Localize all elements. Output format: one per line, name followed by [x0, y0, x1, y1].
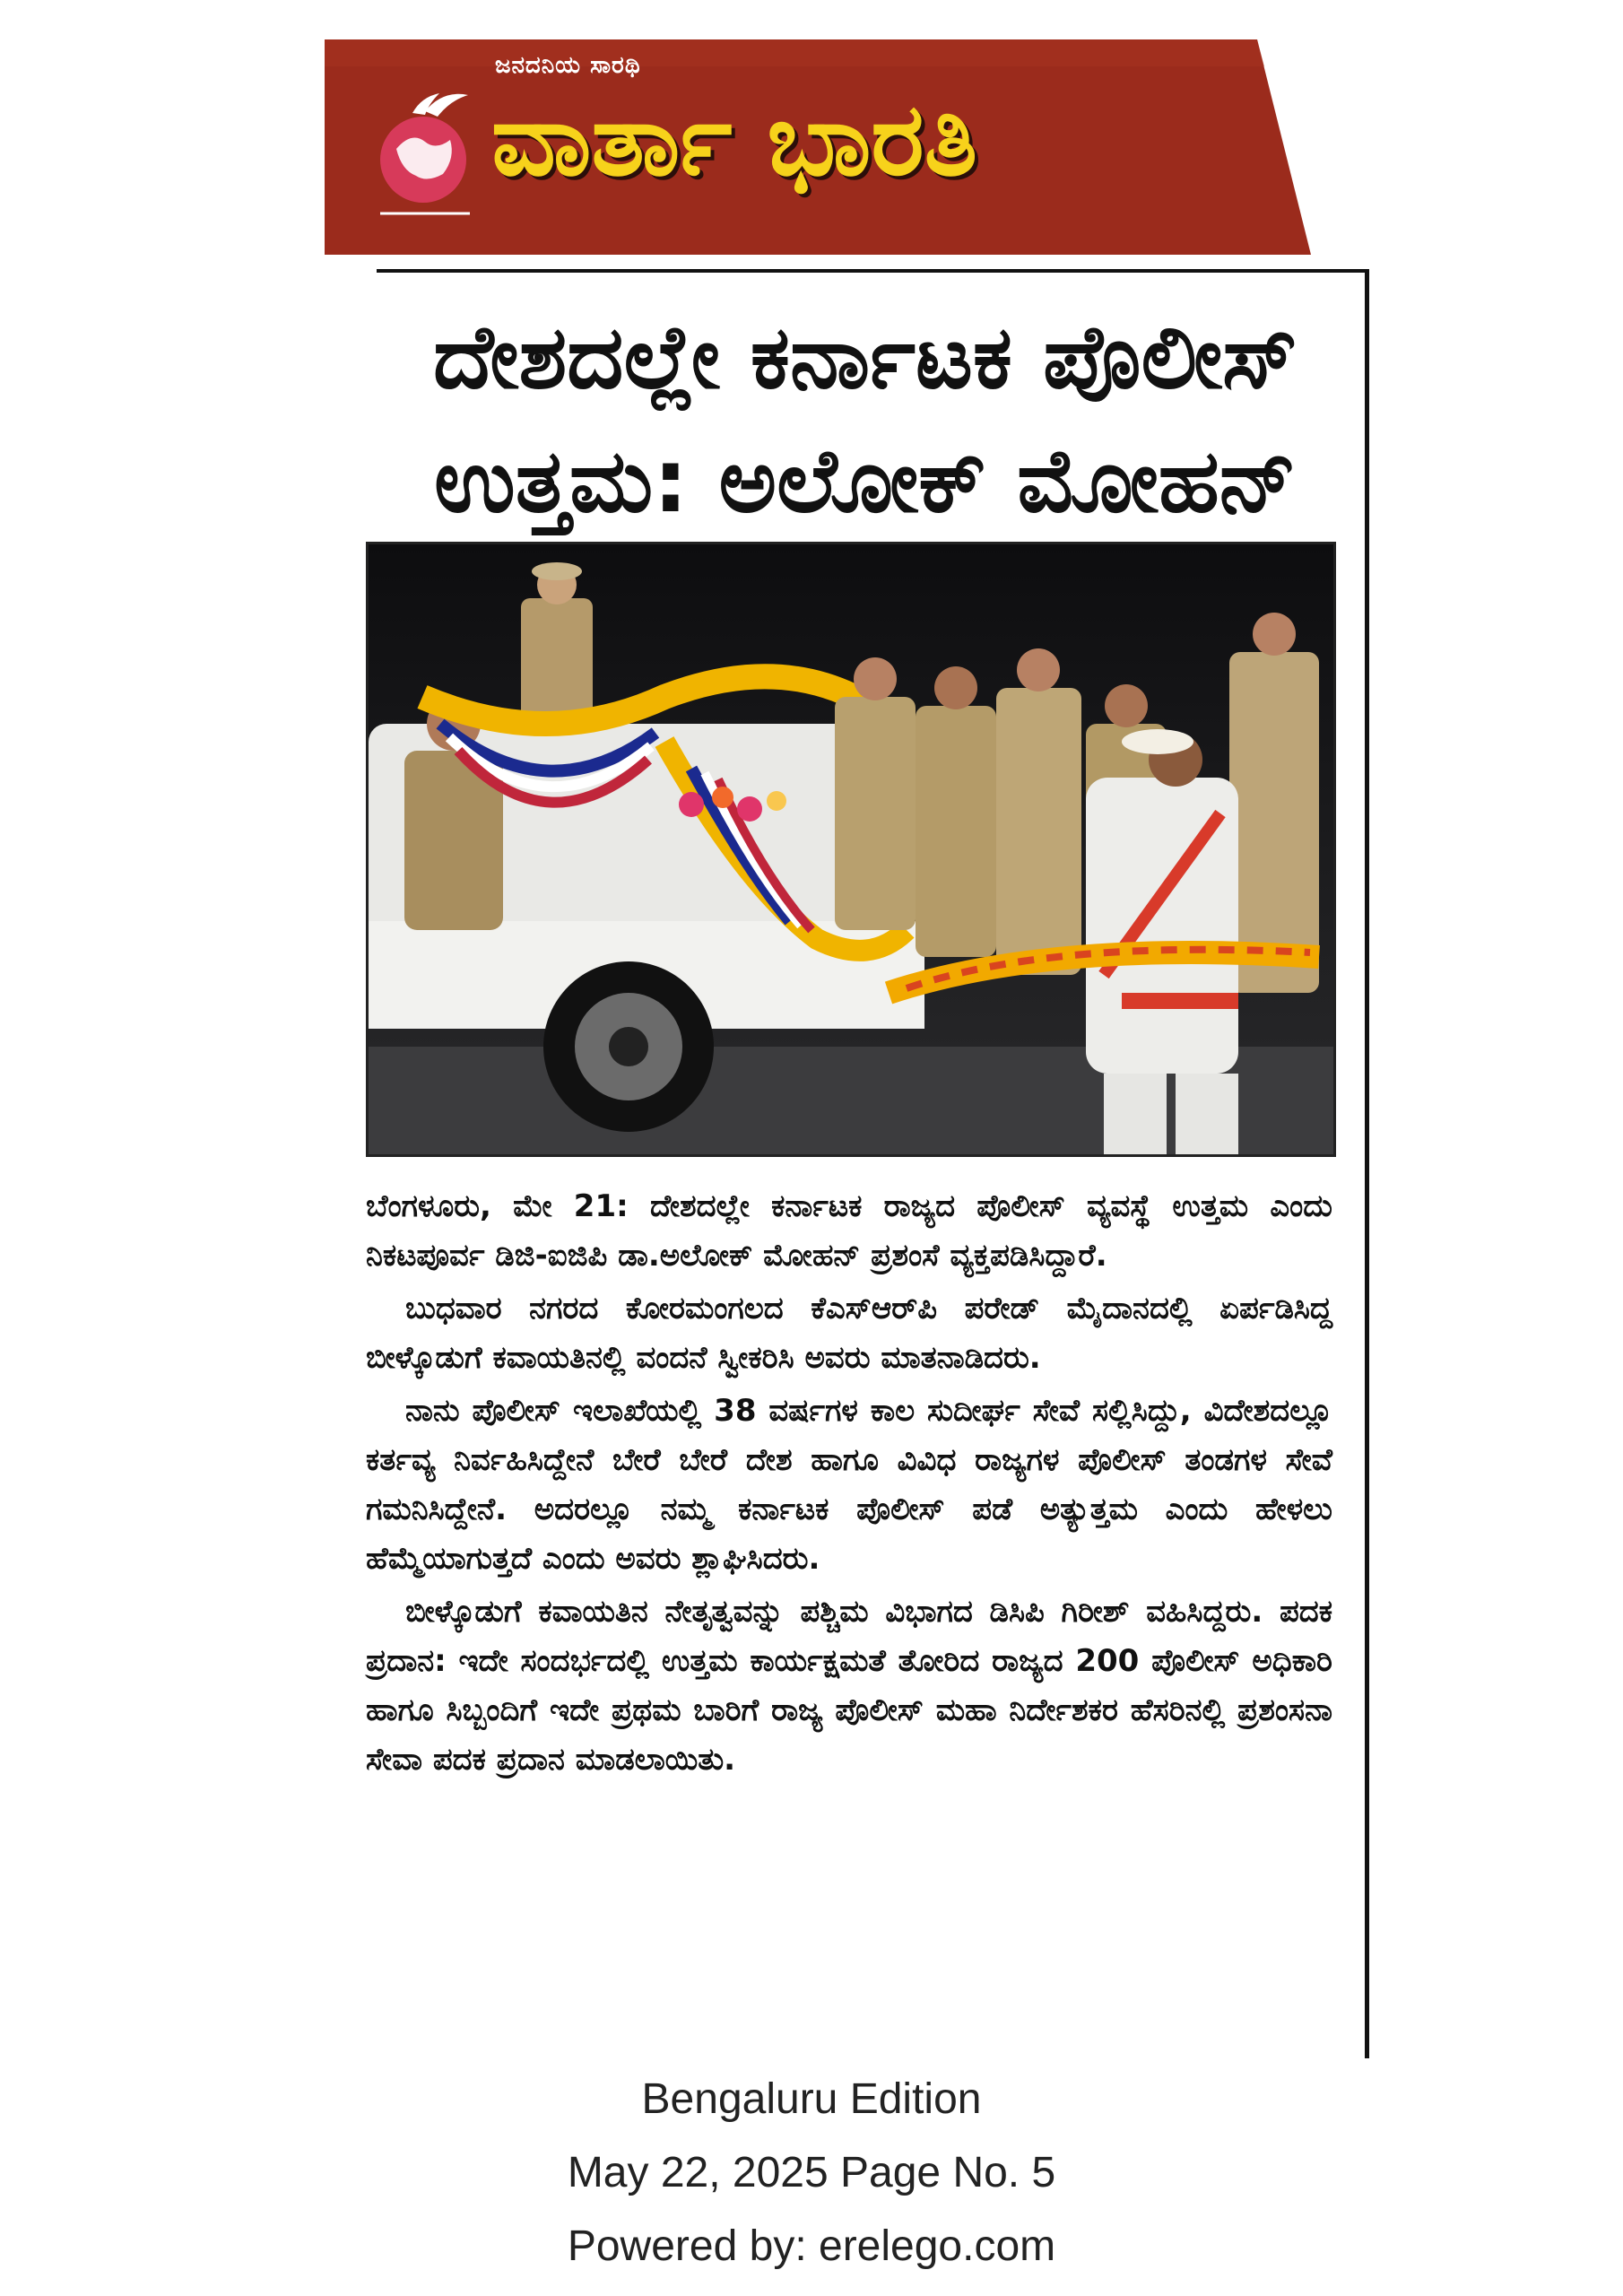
paragraph-1-text: ದೇಶದಲ್ಲೇ ಕರ್ನಾಟಕ ರಾಜ್ಯದ ಪೊಲೀಸ್ ವ್ಯವಸ್ಥೆ ಉತ್ತಮ ಎಂದು ನಿಕಟಪೂರ್ವ ಡಿಜಿ-ಐಜಿಪಿ ಡಾ.ಅಲೋಕ್ ಮೋಹನ್ ಪ್ರಶಂಸೆ ವ್ಯಕ್ತಪಡಿಸಿದ್ದಾರೆ.: [366, 1188, 1332, 1274]
edition-footer: [0, 2063, 1623, 2283]
masthead: [325, 39, 1311, 255]
article-frame-right: [1365, 269, 1369, 2058]
masthead-tagline: ಜನದನಿಯ ಸಾರಥಿ: [495, 52, 641, 79]
article-dateline: ಬೆಂಗಳೂರು, ಮೇ 21:: [366, 1188, 629, 1224]
globe-bird-logo-icon: [362, 77, 497, 230]
newspaper-brand-title: ವಾರ್ತಾ ಭಾರತಿ: [491, 82, 977, 198]
article-body: [366, 1182, 1332, 1788]
edition-name: Bengaluru Edition: [641, 2075, 982, 2123]
article-paragraph-3: ನಾನು ಪೊಲೀಸ್ ಇಲಾಖೆಯಲ್ಲಿ 38 ವರ್ಷಗಳ ಕಾಲ ಸುದೀರ್ಘ ಸೇವೆ ಸಲ್ಲಿಸಿದ್ದು, ವಿದೇಶದಲ್ಲೂ ಕರ್ತವ್ಯ ನಿರ್ವಹಿಸಿದ್ದೇನೆ ಬೇರೆ ಬೇರೆ ದೇಶ ಹಾಗೂ ವಿವಿಧ ರಾಜ್ಯಗಳ ಪೊಲೀಸ್ ತಂಡಗಳ ಸೇವೆ ಗಮನಿಸಿದ್ದೇನೆ. ಅದರಲ್ಲೂ ನಮ್ಮ ಕರ್ನಾಟಕ ಪೊಲೀಸ್ ಪಡೆ ಅತ್ಯುತ್ತಮ ಎಂದು ಹೇಳಲು ಹೆಮ್ಮೆಯಾಗುತ್ತದೆ ಎಂದು ಅವರು ಶ್ಲಾಘಿಸಿದರು.: [366, 1393, 1332, 1577]
article-headline: [368, 296, 1363, 544]
article-paragraph-1: [366, 1182, 1332, 1281]
article-photo: [366, 542, 1336, 1157]
article-paragraph-4: ಬೀಳ್ಕೊಡುಗೆ ಕವಾಯತಿನ ನೇತೃತ್ವವನ್ನು ಪಶ್ಚಿಮ ವಿಭಾಗದ ಡಿಸಿಪಿ ಗಿರೀಶ್ ವಹಿಸಿದ್ದರು. ಪದಕ ಪ್ರದಾನ: ಇದೇ ಸಂದರ್ಭದಲ್ಲಿ ಉತ್ತಮ ಕಾರ್ಯಕ್ಷಮತೆ ತೋರಿದ ರಾಜ್ಯದ 200 ಪೊಲೀಸ್ ಅಧಿಕಾರಿ ಹಾಗೂ ಸಿಬ್ಬಂದಿಗೆ ಇದೇ ಪ್ರಥಮ ಬಾರಿಗೆ ರಾಜ್ಯ ಪೊಲೀಸ್ ಮಹಾ ನಿರ್ದೇಶಕರ ಹೆಸರಿನಲ್ಲಿ ಪ್ರಶಂಸನಾ ಸೇವಾ ಪದಕ ಪ್ರದಾನ ಮಾಡಲಾಯಿತು.: [366, 1594, 1332, 1778]
powered-by: Powered by: erelego.com: [567, 2222, 1056, 2270]
edition-date-page: May 22, 2025 Page No. 5: [567, 2149, 1056, 2196]
police-ceremony-photo: [369, 544, 1333, 1154]
article-frame-top: [377, 269, 1367, 273]
headline-line-1: ದೇಶದಲ್ಲೇ ಕರ್ನಾಟಕ ಪೊಲೀಸ್: [433, 307, 1298, 409]
article-paragraph-2: ಬುಧವಾರ ನಗರದ ಕೋರಮಂಗಲದ ಕೆಎಸ್‌ಆರ್‌ಪಿ ಪರೇಡ್ ಮೈದಾನದಲ್ಲಿ ಏರ್ಪಡಿಸಿದ್ದ ಬೀಳ್ಕೊಡುಗೆ ಕವಾಯತಿನಲ್ಲಿ ವಂದನೆ ಸ್ವೀಕರಿಸಿ ಅವರು ಮಾತನಾಡಿದರು.: [366, 1291, 1332, 1376]
headline-line-2: ಉತ್ತಮ: ಅಲೋಕ್ ಮೋಹನ್: [434, 430, 1297, 533]
